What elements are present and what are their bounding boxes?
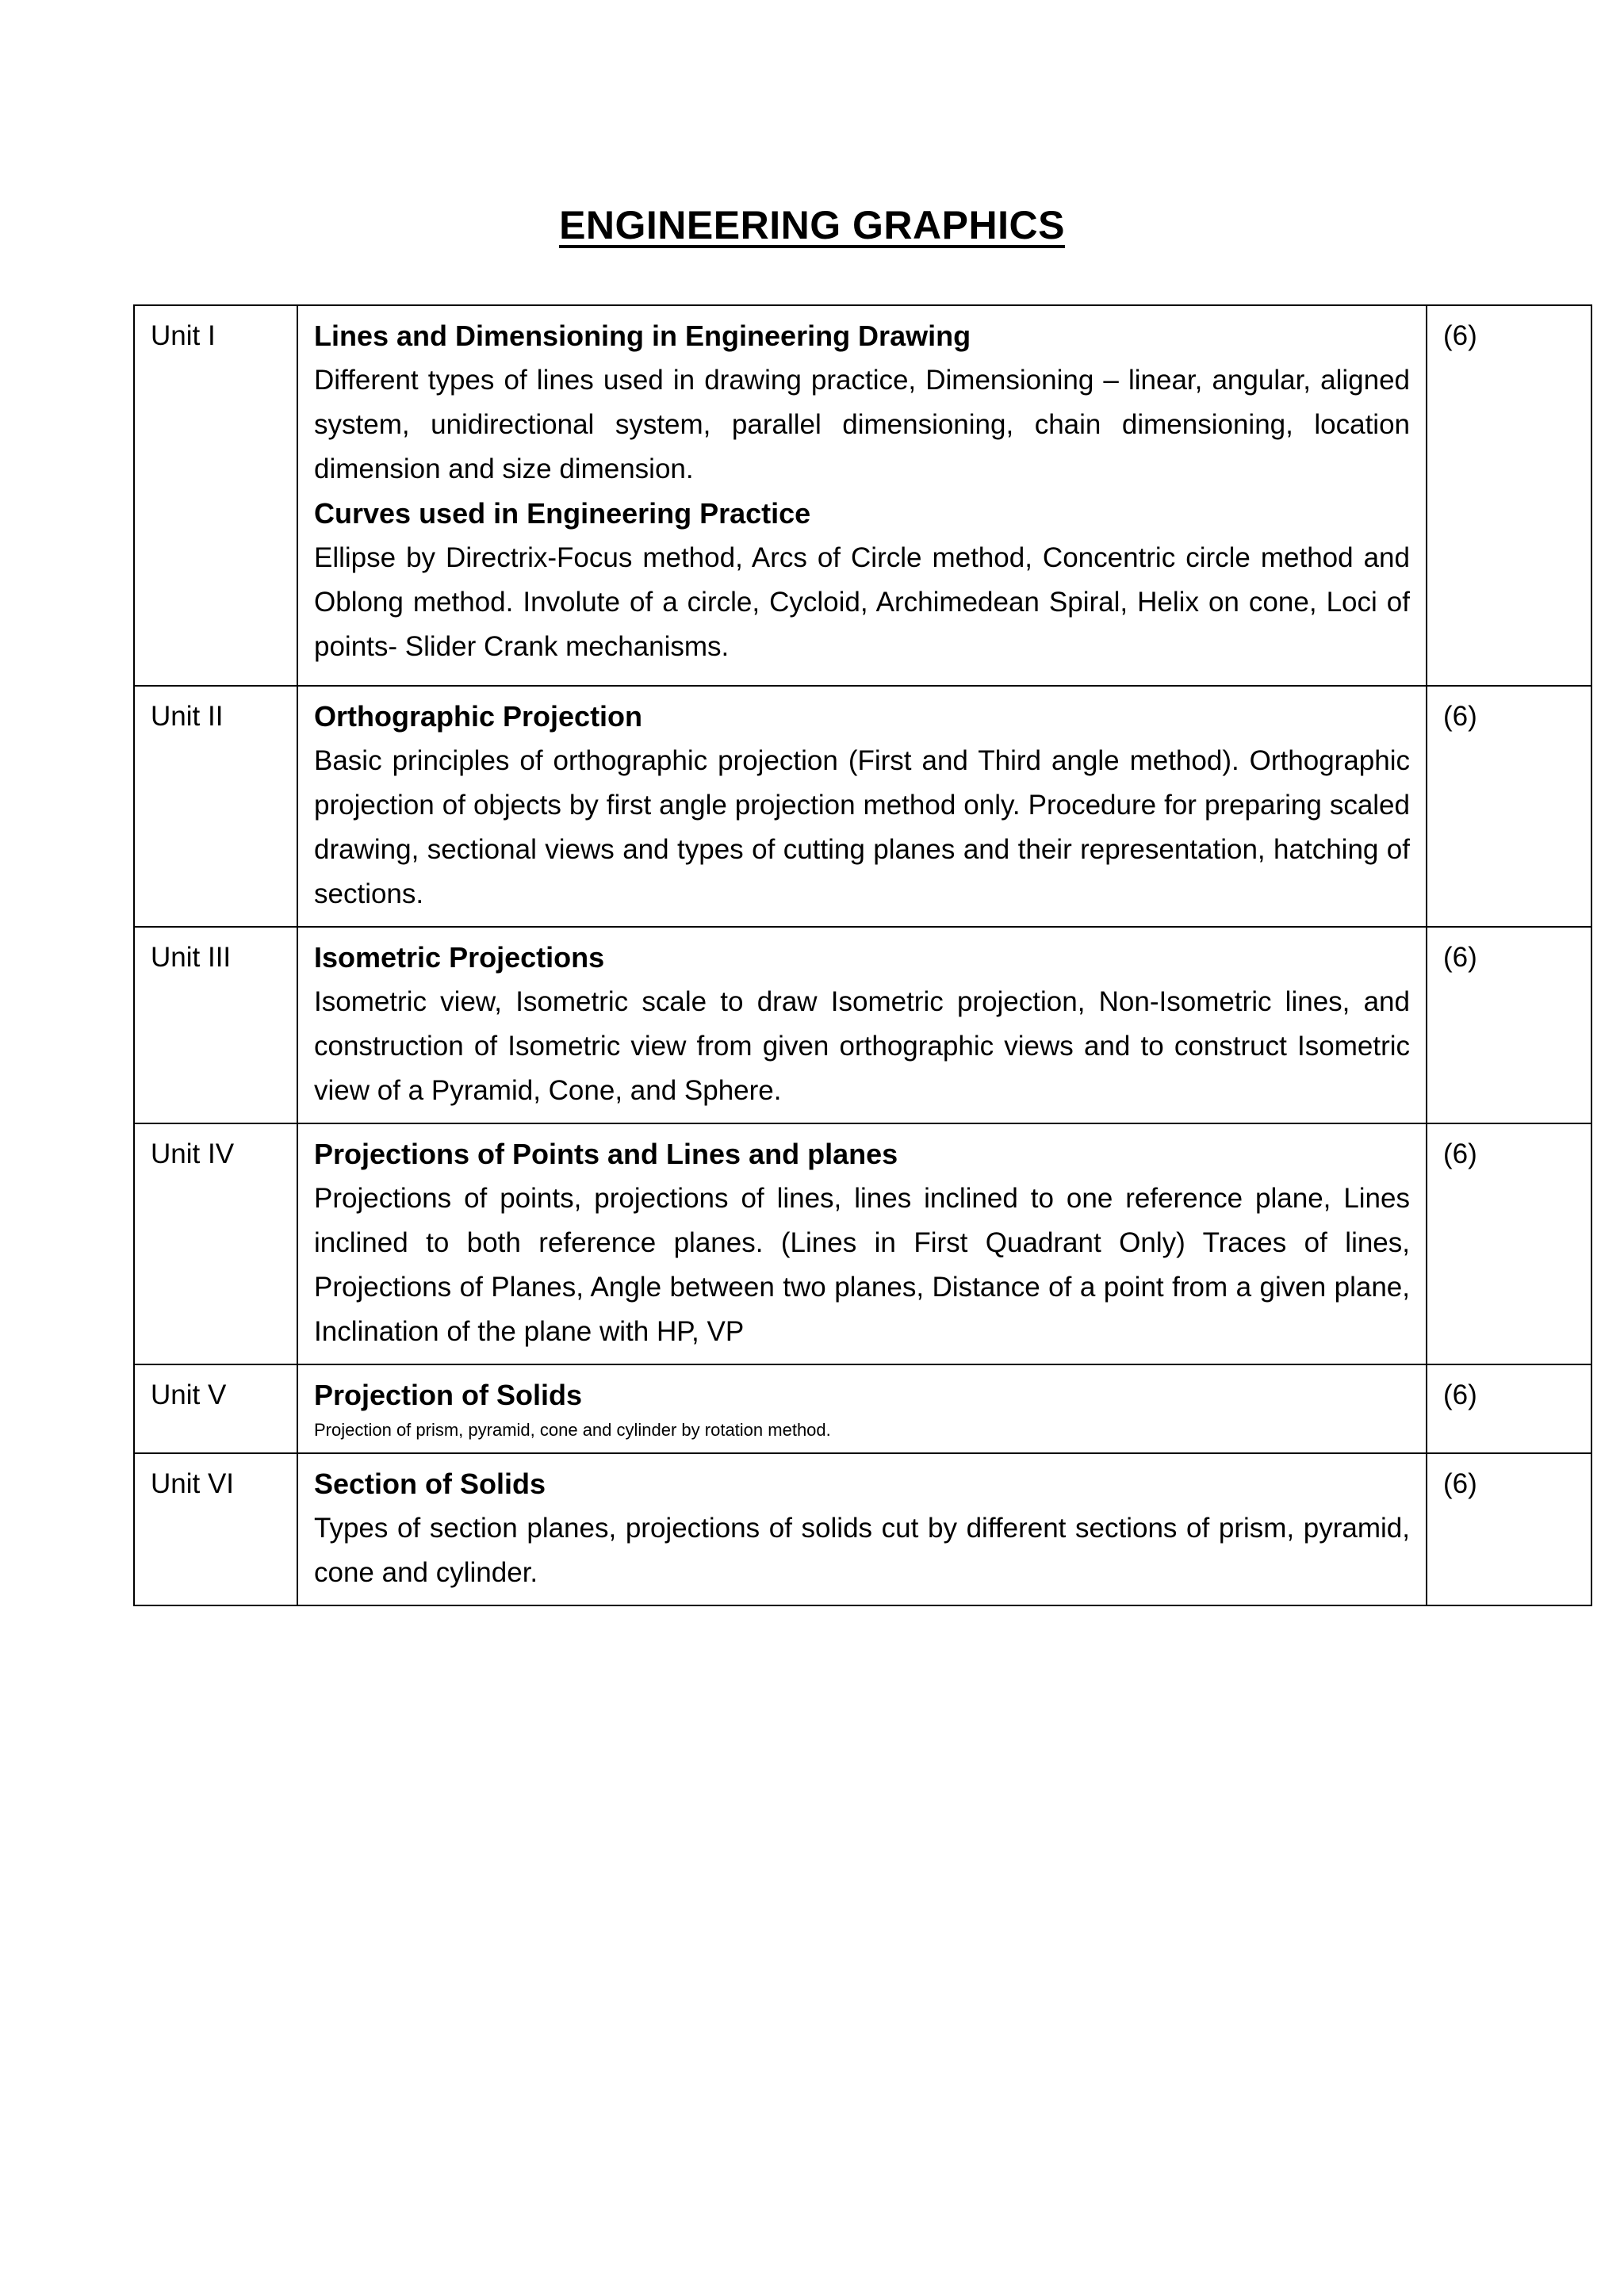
unit-content <box>297 927 1427 1123</box>
syllabus-table <box>133 304 1592 1606</box>
unit-content <box>297 305 1427 686</box>
table-row <box>134 686 1591 927</box>
section-heading: Projections of Points and Lines and planes <box>314 1138 898 1170</box>
unit-label: Unit VI <box>134 1453 297 1605</box>
unit-hours: (6) <box>1427 1123 1591 1364</box>
table-row <box>134 305 1591 686</box>
unit-label: Unit III <box>134 927 297 1123</box>
section-heading: Curves used in Engineering Practice <box>314 497 811 530</box>
section-heading: Isometric Projections <box>314 941 605 974</box>
unit-content <box>297 1123 1427 1364</box>
section-heading: Section of Solids <box>314 1468 546 1500</box>
section-heading: Projection of Solids <box>314 1379 583 1411</box>
section-description: Projection of prism, pyramid, cone and cylinder by rotation method. <box>314 1420 831 1440</box>
section-heading: Lines and Dimensioning in Engineering Drawing <box>314 320 971 352</box>
section-heading: Orthographic Projection <box>314 700 643 733</box>
unit-content <box>297 1364 1427 1453</box>
unit-hours: (6) <box>1427 305 1591 686</box>
unit-hours: (6) <box>1427 1364 1591 1453</box>
unit-content <box>297 1453 1427 1605</box>
section-description: Basic principles of orthographic projection (First and Third angle method). Orthographic projection of objects by first angle projection method only. Procedure for preparing scaled drawing, sectional views and types of cutting planes and their representation, hatching of sections. <box>314 745 1410 909</box>
section-description: Isometric view, Isometric scale to draw Isometric projection, Non-Isometric lines, and construction of Isometric view from given orthographic views and to construct Isometric view of a Pyramid, Cone, and Sphere. <box>314 986 1410 1106</box>
table-row <box>134 1364 1591 1453</box>
unit-label: Unit V <box>134 1364 297 1453</box>
unit-hours: (6) <box>1427 686 1591 927</box>
unit-label: Unit I <box>134 305 297 686</box>
page-title: ENGINEERING GRAPHICS <box>559 203 1065 247</box>
unit-hours: (6) <box>1427 927 1591 1123</box>
table-row <box>134 1453 1591 1605</box>
section-description: Types of section planes, projections of solids cut by different sections of prism, pyramid, cone and cylinder. <box>314 1513 1410 1588</box>
section-description: Projections of points, projections of lines, lines inclined to one reference plane, Lines inclined to both reference planes. (Lines in First Quadrant Only) Traces of lines, Projections of Planes, Angle between two planes, Distance of a point from a given plane, Inclination of the plane with HP, VP <box>314 1183 1410 1347</box>
unit-label: Unit IV <box>134 1123 297 1364</box>
unit-label: Unit II <box>134 686 297 927</box>
unit-hours: (6) <box>1427 1453 1591 1605</box>
section-description: Different types of lines used in drawing practice, Dimensioning – linear, angular, aligned system, unidirectional system, parallel dimensioning, chain dimensioning, location dimension and size dimension. <box>314 365 1410 484</box>
section-description: Ellipse by Directrix-Focus method, Arcs of Circle method, Concentric circle method and Oblong method. Involute of a circle, Cycloid, Archimedean Spiral, Helix on cone, Loci of points- Slider Crank mechanisms. <box>314 542 1410 662</box>
table-row <box>134 927 1591 1123</box>
unit-content <box>297 686 1427 927</box>
table-row <box>134 1123 1591 1364</box>
